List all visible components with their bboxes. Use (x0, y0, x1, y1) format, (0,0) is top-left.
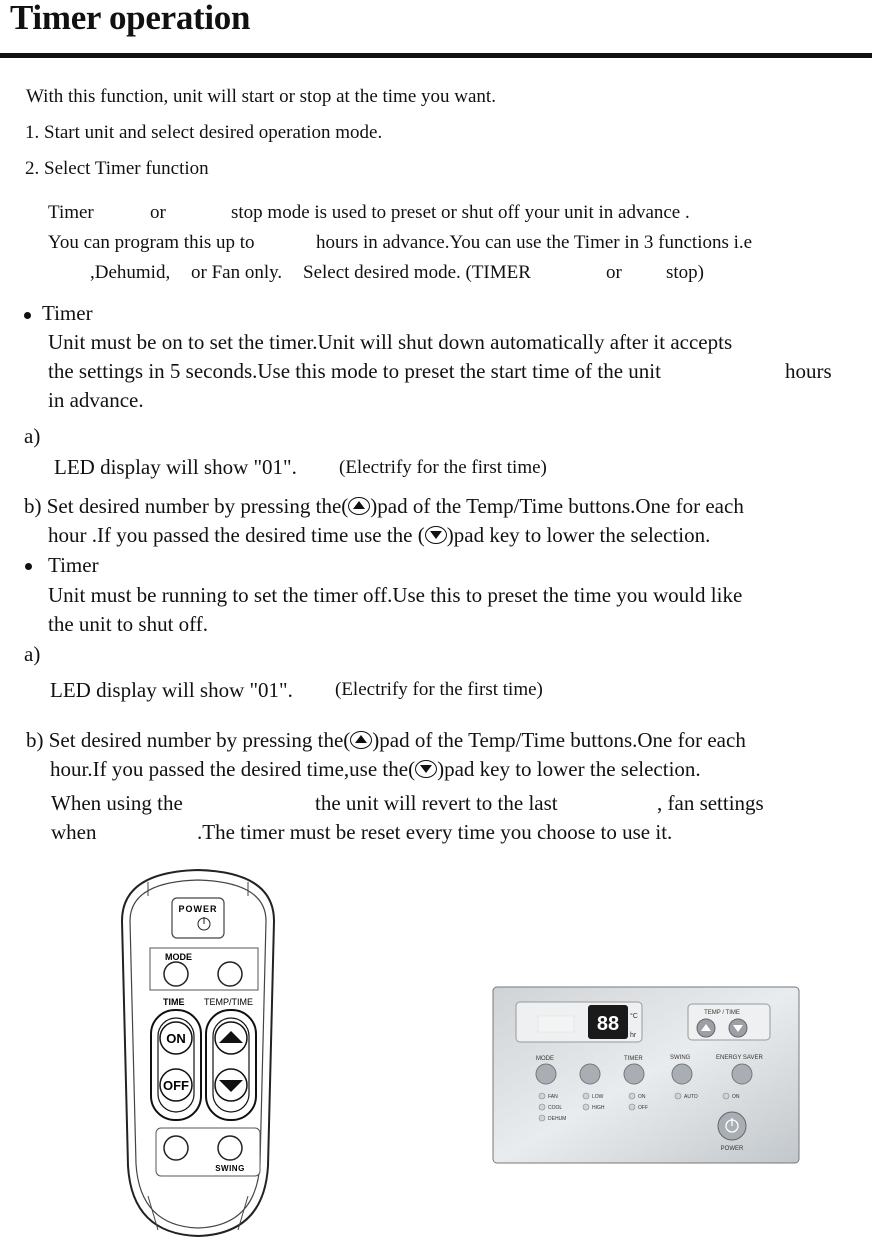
up-arrow-icon (348, 497, 370, 515)
remote-swing-label: SWING (215, 1164, 245, 1173)
timer-off-b1-text: b) Set desired number by pressing the (26, 728, 344, 752)
remote-time-label: TIME (163, 997, 185, 1007)
timer-on-p2: the settings in 5 seconds.Use this mode to preset the start time of the unit (48, 359, 661, 383)
timer-desc-word-timer: Timer (48, 202, 94, 223)
note-l2a: when (51, 820, 97, 844)
remote-energy-button[interactable] (164, 1136, 188, 1160)
panel-cool-indicator: COOL (548, 1105, 563, 1111)
timer-on-led: LED display will show "01". (54, 455, 297, 479)
panel-fan-indicator: FAN (548, 1094, 558, 1100)
panel-energy-saver-label: ENERGY SAVER (716, 1055, 763, 1061)
remote-on-label: ON (166, 1031, 186, 1046)
timer-desc-word-or: or (150, 202, 166, 223)
panel-swing-button[interactable] (672, 1064, 692, 1084)
panel-timer-button[interactable] (624, 1064, 644, 1084)
timer-off-b1-text2: pad of the Temp/Time buttons.One for each (379, 728, 746, 752)
panel-dehum-indicator: DEHUM (548, 1116, 567, 1122)
timer-off-a-label: a) (24, 642, 41, 666)
panel-power-label: POWER (720, 1146, 744, 1152)
timer-on-p1: Unit must be on to set the timer.Unit will shut down automatically after it accepts (48, 330, 733, 354)
timer-off-b2: hour.If you passed the desired time,use the( )pad key to lower the selection. (50, 757, 701, 781)
timer-desc-line2b: hours in advance.You can use the Timer in 3 functions i.e (316, 232, 753, 253)
timer-on-heading: Timer (42, 301, 93, 325)
page-title: Timer operation (10, 0, 251, 37)
timer-on-b1: b) Set desired number by pressing the( )pad of the Temp/Time buttons.One for each (24, 494, 744, 518)
timer-desc-stop: stop) (666, 262, 704, 283)
remote-control-illustration (118, 866, 278, 1238)
down-arrow-icon (425, 526, 447, 544)
intro-text: With this function, unit will start or stop at the time you want. (26, 86, 496, 107)
unit-hour: hr (630, 1032, 637, 1039)
timer-off-b2-text2: pad key to lower the selection. (444, 757, 701, 781)
remote-power-label: POWER (178, 904, 218, 914)
timer-off-b2-text: hour.If you passed the desired time,use the (50, 757, 409, 781)
timer-off-b1: b) Set desired number by pressing the( )pad of the Temp/Time buttons.One for each (26, 728, 746, 752)
timer-off-heading: Timer (48, 553, 99, 577)
note-l1a: When using the (51, 791, 183, 815)
panel-low-indicator: LOW (592, 1094, 604, 1100)
remote-off-label: OFF (163, 1078, 189, 1093)
timer-on-b2: hour .If you passed the desired time use the ( )pad key to lower the selection. (48, 523, 711, 547)
note-l1c: , fan settings (657, 791, 764, 815)
panel-timer-on-indicator: ON (638, 1094, 646, 1100)
panel-mode-label: MODE (536, 1056, 554, 1062)
panel-high-indicator: HIGH (592, 1105, 605, 1111)
step-1: 1. Start unit and select desired operation mode. (25, 122, 383, 143)
bullet-timer-on (24, 312, 31, 319)
led-display-digits: 88 (596, 1013, 620, 1035)
note-l2b: .The timer must be reset every time you choose to use it. (197, 820, 673, 844)
timer-on-a-label: a) (24, 424, 41, 448)
timer-off-electrify: (Electrify for the first time) (335, 679, 543, 700)
timer-desc-dehumid: ,Dehumid, (90, 262, 171, 283)
remote-mode-button[interactable] (164, 962, 188, 986)
remote-temp-time-label: TEMP/TIME (204, 997, 253, 1007)
timer-off-p2: the unit to shut off. (48, 612, 209, 636)
note-l1b: the unit will revert to the last (315, 791, 558, 815)
panel-timer-off-indicator: OFF (638, 1105, 648, 1111)
timer-on-hours: hours (785, 359, 832, 383)
timer-desc-select-mode: Select desired mode. (TIMER (303, 262, 531, 283)
timer-desc-line2a: You can program this up to (48, 232, 255, 253)
timer-on-electrify: (Electrify for the first time) (339, 457, 547, 478)
control-panel-illustration (492, 986, 802, 1166)
step-2: 2. Select Timer function (25, 158, 209, 179)
panel-fan-button[interactable] (580, 1064, 600, 1084)
timer-desc-or: or (606, 262, 622, 283)
unit-celsius: °C (630, 1013, 638, 1020)
remote-mode-label: MODE (165, 952, 192, 962)
timer-off-led: LED display will show "01". (50, 678, 293, 702)
timer-on-b1-text: b) Set desired number by pressing the (24, 494, 342, 518)
timer-on-b2-text2: pad key to lower the selection. (453, 523, 711, 547)
panel-temp-time-label: TEMP / TIME (704, 1010, 740, 1016)
timer-desc-fan-only: or Fan only. (191, 262, 283, 283)
timer-on-b1-text2: pad of the Temp/Time buttons.One for each (377, 494, 744, 518)
panel-auto-indicator: AUTO (684, 1094, 698, 1100)
remote-fan-button[interactable] (218, 962, 242, 986)
timer-on-b2-text: hour .If you passed the desired time use the (48, 523, 413, 547)
title-rule (0, 53, 872, 58)
panel-es-on-indicator: ON (732, 1094, 740, 1100)
panel-timer-label: TIMER (624, 1056, 643, 1062)
remote-swing-button[interactable] (218, 1136, 242, 1160)
panel-energy-saver-button[interactable] (732, 1064, 752, 1084)
down-arrow-icon (415, 760, 437, 778)
timer-on-p3: in advance. (48, 388, 144, 412)
up-arrow-icon (350, 731, 372, 749)
panel-mode-button[interactable] (536, 1064, 556, 1084)
timer-off-p1: Unit must be running to set the timer off.Use this to preset the time you would like (48, 583, 743, 607)
timer-desc-line1: stop mode is used to preset or shut off your unit in advance . (231, 202, 690, 223)
panel-swing-label: SWING (670, 1055, 691, 1061)
bullet-timer-off (25, 563, 32, 570)
